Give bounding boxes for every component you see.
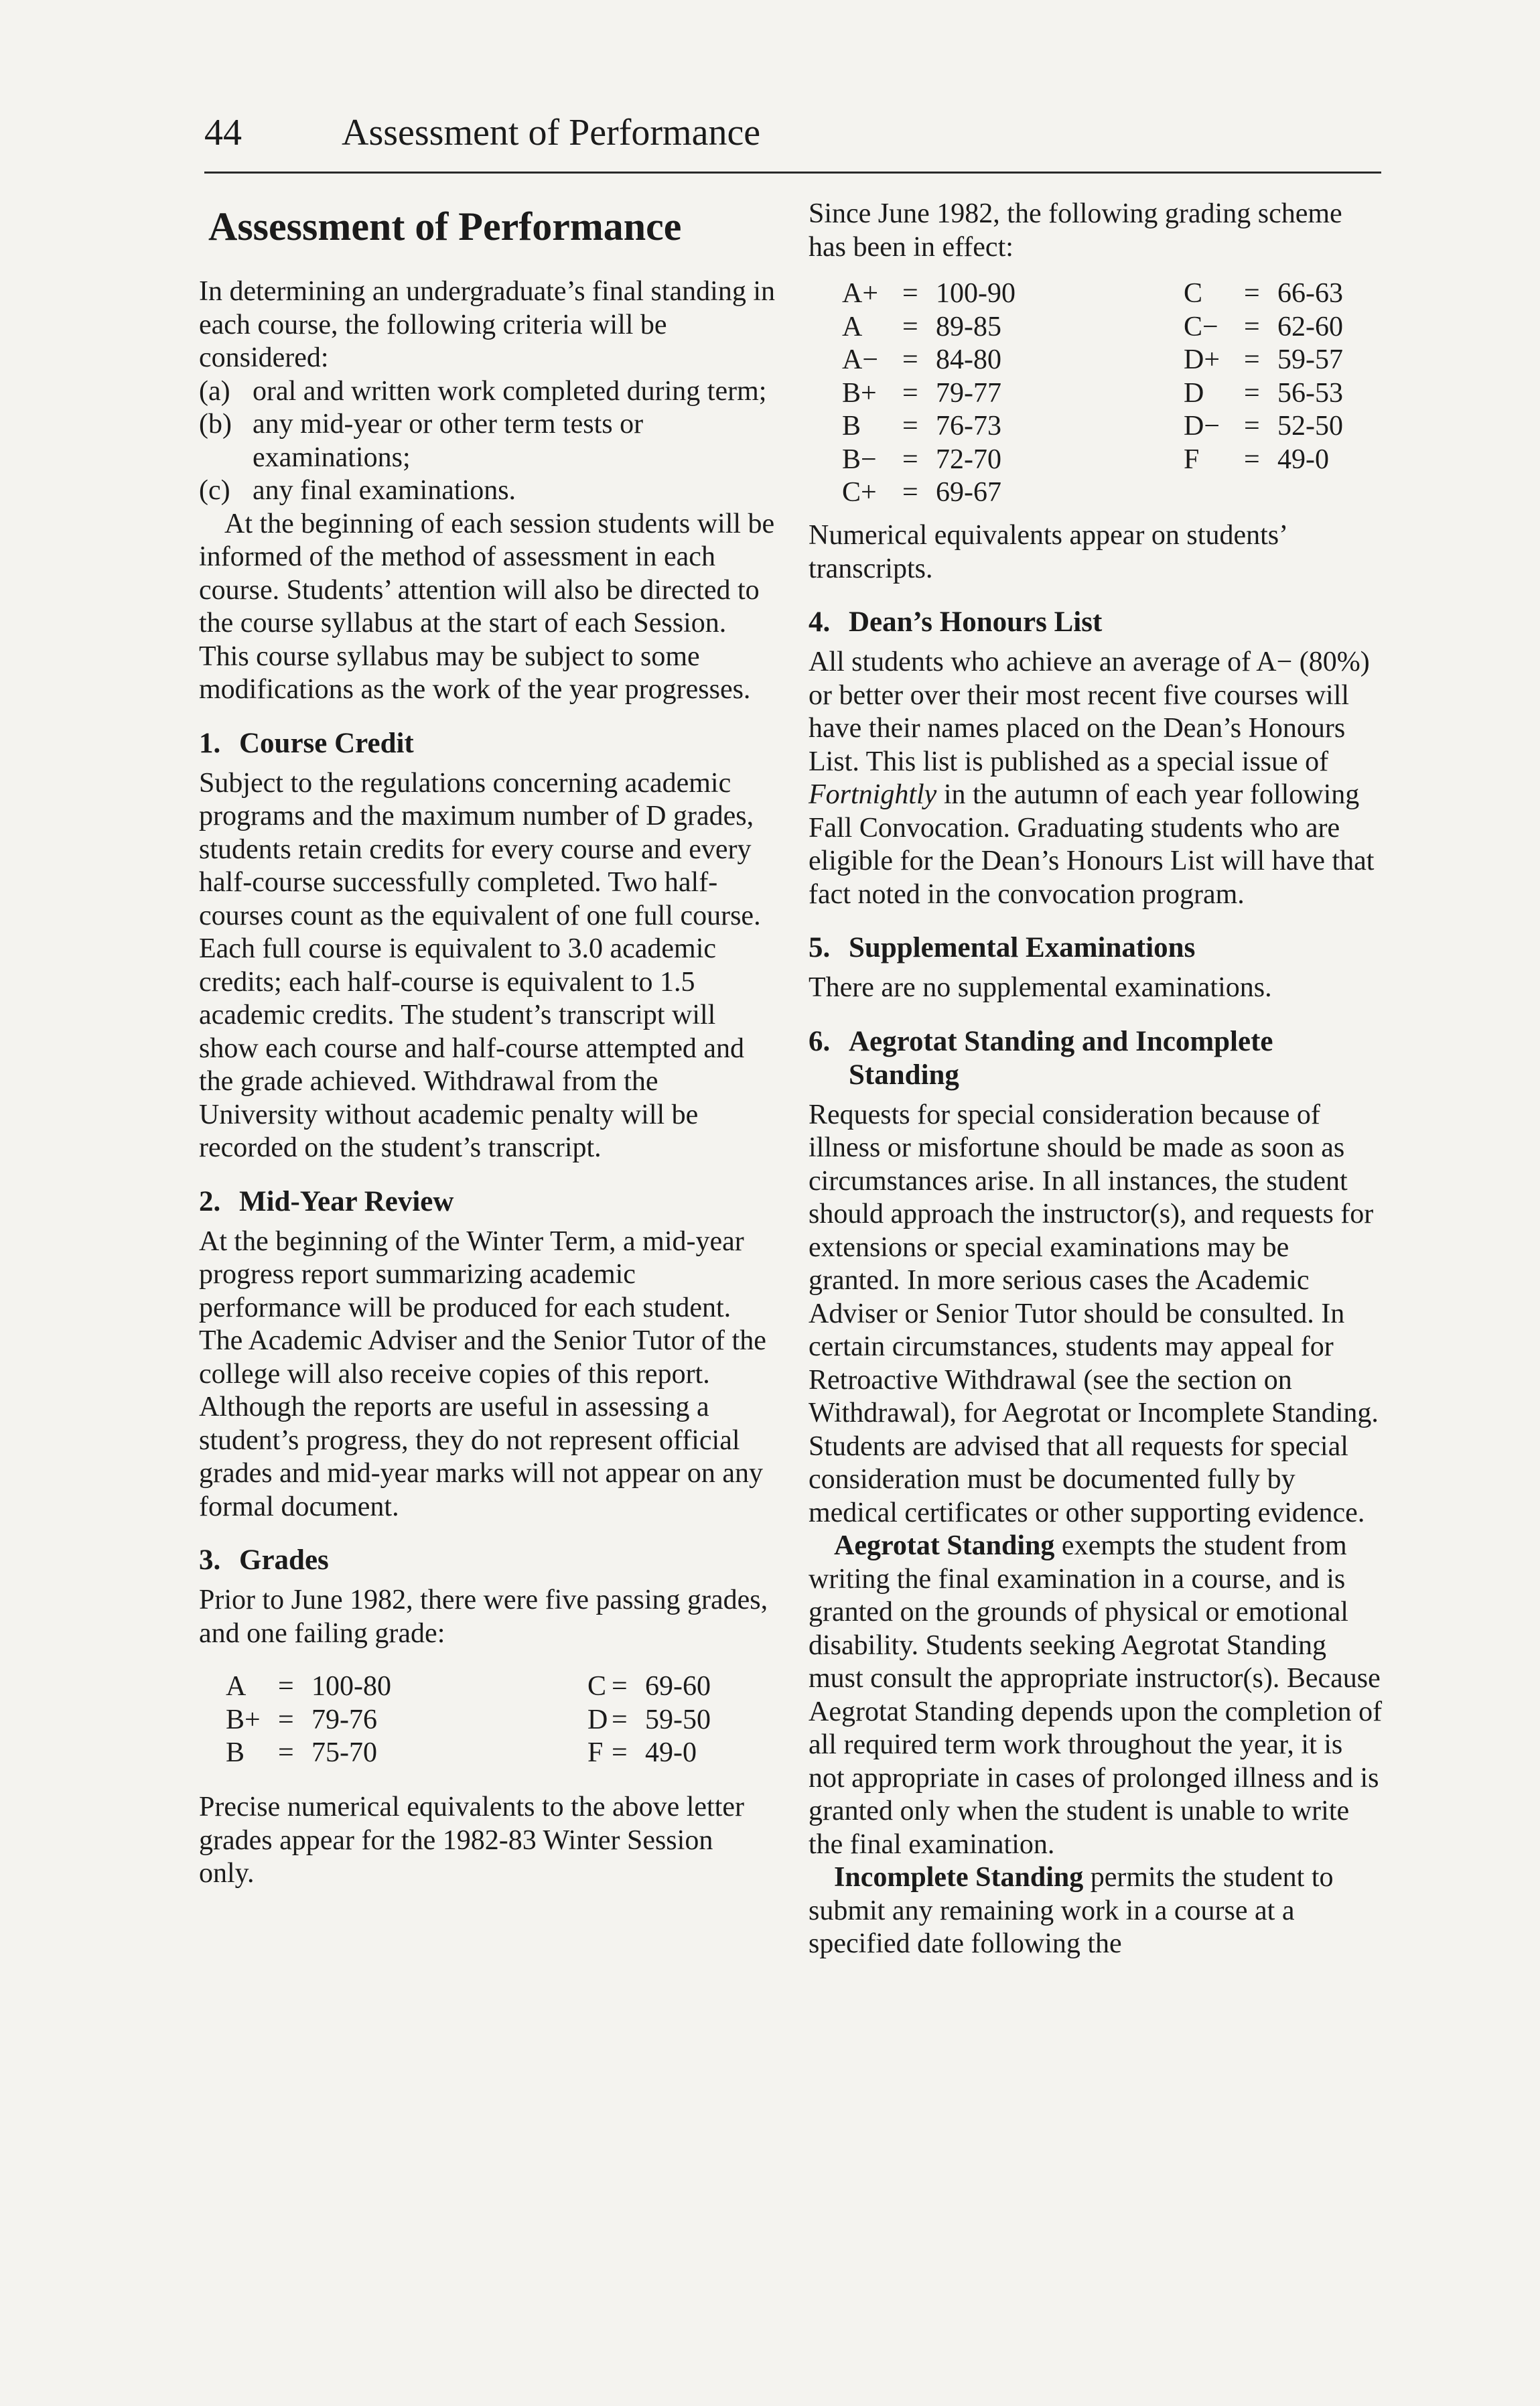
left-column <box>199 198 775 1891</box>
grade-letter: B <box>226 1737 245 1768</box>
grade-equals: = <box>902 278 918 309</box>
running-header <box>204 106 1381 174</box>
deans-list-text-end: in the autumn of each year following Fall Convocation. Graduating students who are eligible for the Dean’s Honours List will have that fact noted in the convocation program. <box>809 779 1375 910</box>
grade-letter: A <box>842 311 863 342</box>
grade-range: 49-0 <box>1277 444 1329 475</box>
grade-letter: C <box>1184 278 1203 309</box>
grade-range: 56-53 <box>1277 377 1343 409</box>
grade-equals: = <box>902 344 918 375</box>
criterion-text: any final examinations. <box>253 475 516 506</box>
aegrotat-text: exempts the student from writing the final examination in a course, and is granted on the grounds of physical or emotional disability. Students seeking Aegrotat Standing must consult the appropriate instructor(s). Because Aegrotat Standing depends upon the completion of all required term work throughout the year, it is not appropriate in cases of prolonged illness and is granted only when the student is unable to write the final examination. <box>809 1530 1383 1860</box>
supplemental-body: There are no supplemental examinations. <box>809 972 1272 1003</box>
section-title-line1: Aegrotat Standing and Incomplete <box>849 1025 1273 1057</box>
grade-range: 72-70 <box>936 444 1001 475</box>
incomplete-paragraph <box>809 1861 1385 1961</box>
grade-range: 69-67 <box>936 477 1001 508</box>
grades-since: Since June 1982, the following grading scheme has been in effect: <box>809 198 1342 263</box>
criterion-item <box>199 375 775 409</box>
grades-note: Numerical equivalents appear on students’ transcripts. <box>809 520 1286 584</box>
grade-letter: B+ <box>842 377 877 409</box>
grade-equals: = <box>902 411 918 442</box>
grade-range: 66-63 <box>1277 278 1343 309</box>
criterion-mark: (b) <box>199 409 232 440</box>
grade-equals: = <box>902 311 918 342</box>
page-number: 44 <box>204 112 242 153</box>
new-grade-table <box>809 277 1385 509</box>
section-title: Dean’s Honours List <box>849 606 1103 638</box>
grade-letter: C− <box>1184 311 1218 342</box>
deans-list-text-start: All students who achieve an average of A− (80%) or better over their most recent five courses will have their names placed on the Dean’s Honours List. This list is published as a special issue of <box>809 647 1370 777</box>
section-title: Supplemental Examinations <box>849 932 1196 963</box>
intro-lead: In determining an undergraduate’s final standing in each course, the following criteria will be considered: <box>199 276 775 373</box>
grade-equals: = <box>902 377 918 409</box>
incomplete-term: Incomplete Standing <box>834 1862 1084 1893</box>
grade-range: 59-50 <box>645 1704 711 1735</box>
grade-letter: D <box>1184 377 1204 409</box>
section-heading-deans-list <box>809 606 1385 639</box>
course-credit-body: Subject to the regulations concerning academic programs and the maximum number of D grades, students retain credits for every course and every half-course successfully completed. Two half-courses count as the equivalent of one full course. Each full course is equivalent to 3.0 academic credits; each half-course is equivalent to 1.5 academic credits. The student’s transcript will show each course and half-course attempted and the grade achieved. Withdrawal from the University without academic penalty will be recorded on the student’s transcript. <box>199 767 761 1163</box>
grade-equals: = <box>278 1737 294 1768</box>
grade-equals: = <box>278 1671 294 1702</box>
section-title-line2: Standing <box>849 1059 959 1091</box>
old-grade-table <box>199 1670 775 1771</box>
grade-range: 79-76 <box>311 1704 377 1735</box>
grade-letter: B <box>842 411 861 442</box>
section-number: 1. <box>199 727 221 759</box>
grade-range: 100-80 <box>311 1671 391 1702</box>
grade-range: 52-50 <box>1277 411 1343 442</box>
criterion-item <box>199 474 775 508</box>
section-heading-aegrotat <box>809 1025 1385 1092</box>
grade-equals: = <box>1244 278 1260 309</box>
grade-letter: B− <box>842 444 877 475</box>
aegrotat-term: Aegrotat Standing <box>834 1530 1055 1561</box>
section-heading-grades <box>199 1544 775 1577</box>
grade-equals: = <box>1244 444 1260 475</box>
grade-range: 89-85 <box>936 311 1001 342</box>
page-title: Assessment of Performance <box>208 204 682 249</box>
grade-range: 69-60 <box>645 1671 711 1702</box>
grade-range: 75-70 <box>311 1737 377 1768</box>
grade-letter: A+ <box>842 278 879 309</box>
grade-equals: = <box>1244 377 1260 409</box>
section-number: 2. <box>199 1185 221 1217</box>
grade-letter: B+ <box>226 1704 261 1735</box>
grade-equals: = <box>902 444 918 475</box>
grade-letter: A− <box>842 344 879 375</box>
grade-range: 100-90 <box>936 278 1016 309</box>
section-title: Mid-Year Review <box>239 1185 454 1217</box>
grade-equals: = <box>1244 344 1260 375</box>
section-heading-supplemental <box>809 931 1385 965</box>
section-number: 4. <box>809 606 831 638</box>
section-number: 6. <box>809 1025 831 1057</box>
grade-equals: = <box>1244 311 1260 342</box>
grade-letter: C+ <box>842 477 877 508</box>
grades-before: Prior to June 1982, there were five passing grades, and one failing grade: <box>199 1585 768 1649</box>
mid-year-body: At the beginning of the Winter Term, a mid-year progress report summarizing academic performance will be produced for each student. The Academic Adviser and the Senior Tutor of the college will also receive copies of this report. Although the reports are useful in assessing a student’s progress, they do not represent official grades and mid-year marks will not appear on any formal document. <box>199 1225 766 1522</box>
criterion-mark: (c) <box>199 475 230 506</box>
criterion-mark: (a) <box>199 375 230 407</box>
section-number: 5. <box>809 932 831 963</box>
grade-letter: F <box>1184 444 1200 475</box>
running-title: Assessment of Performance <box>342 112 761 153</box>
grades-after: Precise numerical equivalents to the above letter grades appear for the 1982-83 Winter Session only. <box>199 1792 745 1889</box>
grade-letter: D <box>587 1704 608 1735</box>
right-column <box>809 198 1385 1961</box>
grade-range: 62-60 <box>1277 311 1343 342</box>
section-heading-course-credit <box>199 727 775 760</box>
grade-equals: = <box>612 1704 628 1735</box>
intro-paragraph: At the beginning of each session students will be informed of the method of assessment in each course. Students’ attention will also be directed to the course syllabus at the start of each Session. This course syllabus may be subject to some modifications as the work of the year progresses. <box>199 508 775 705</box>
criteria-list <box>199 375 775 508</box>
grade-letter: D− <box>1184 411 1220 442</box>
section-title: Grades <box>239 1544 329 1576</box>
incomplete-text: permits the student to submit any remaining work in a course at a specified date following the <box>809 1862 1334 1959</box>
aegrotat-paragraph <box>809 1530 1385 1861</box>
grade-letter: F <box>587 1737 604 1768</box>
deans-list-body <box>809 646 1385 911</box>
criterion-text: oral and written work completed during term; <box>253 375 767 407</box>
grade-range: 79-77 <box>936 377 1001 409</box>
grade-equals: = <box>612 1737 628 1768</box>
grade-equals: = <box>278 1704 294 1735</box>
grade-range: 76-73 <box>936 411 1001 442</box>
grade-equals: = <box>1244 411 1260 442</box>
criterion-text: any mid-year or other term tests or examinations; <box>253 409 644 473</box>
publication-name: Fortnightly <box>809 779 937 810</box>
grade-range: 59-57 <box>1277 344 1343 375</box>
aegrotat-intro: Requests for special consideration because of illness or misfortune should be made as soon as circumstances arise. In all instances, the student should approach the instructor(s), and requests for extensions or special examinations may be granted. In more serious cases the Academic Adviser or Senior Tutor should be consulted. In certain circumstances, students may appeal for Retroactive Withdrawal (see the section on Withdrawal), for Aegrotat or Incomplete Standing. Students are advised that all requests for special consideration must be documented fully by medical certificates or other supporting evidence. <box>809 1099 1379 1528</box>
grade-letter: A <box>226 1671 247 1702</box>
section-heading-mid-year <box>199 1185 775 1219</box>
grade-range: 49-0 <box>645 1737 697 1768</box>
grade-equals: = <box>612 1671 628 1702</box>
section-number: 3. <box>199 1544 221 1576</box>
grade-range: 84-80 <box>936 344 1001 375</box>
section-title: Course Credit <box>239 727 414 759</box>
grade-letter: C <box>587 1671 607 1702</box>
criterion-item <box>199 408 775 474</box>
grade-letter: D+ <box>1184 344 1220 375</box>
grade-equals: = <box>902 477 918 508</box>
